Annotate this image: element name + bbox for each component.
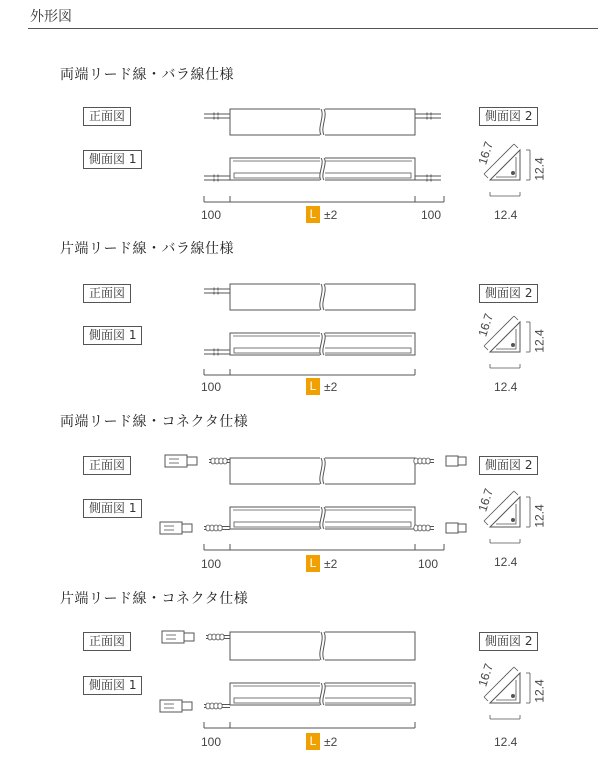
wire-twist: [223, 458, 227, 464]
side-view-1-label: 側面図 1: [83, 676, 142, 695]
front-view-label: 正面図: [83, 284, 131, 303]
wire-twist: [218, 525, 222, 531]
length-tolerance: ±2: [324, 557, 338, 571]
dimension-tick: [514, 144, 518, 148]
length-L-box: L: [306, 555, 320, 572]
profile-triangle: [490, 150, 520, 180]
dimension-tick: [484, 521, 488, 525]
connector-neck: [182, 524, 192, 532]
dim-diagonal: 16.7: [475, 486, 496, 514]
front-view-label: 正面図: [83, 107, 131, 126]
dimension-tick: [514, 667, 518, 671]
dimension-tick: [514, 491, 518, 495]
profile-triangle: [490, 322, 520, 352]
side-view-1-label: 側面図 1: [83, 326, 142, 345]
side-view-2-label: 側面図 2: [479, 107, 538, 126]
dim-width: 12.4: [494, 735, 518, 749]
dim-height: 12.4: [532, 329, 547, 353]
profile-dot: [511, 171, 515, 175]
front-view-label: 正面図: [83, 632, 131, 651]
section-title-both-ends-loose-wire: 両端リード線・バラ線仕様: [60, 67, 234, 83]
wire-twist: [426, 525, 430, 531]
dim-width: 12.4: [494, 555, 518, 569]
connector-plug: [160, 522, 182, 534]
profile-dot: [511, 694, 515, 698]
dim-left-lead: 100: [201, 380, 222, 394]
wire-twist: [218, 703, 222, 709]
profile-dot: [511, 518, 515, 522]
dim-right-lead: 100: [421, 208, 442, 222]
connector-plug: [446, 523, 458, 533]
profile-triangle: [490, 673, 520, 703]
connector-plug: [446, 456, 458, 466]
dim-diagonal: 16.7: [475, 139, 496, 167]
side-view-2-label: 側面図 2: [479, 284, 538, 303]
dim-left-lead: 100: [201, 208, 222, 222]
profile-dot: [511, 343, 515, 347]
length-L-box: L: [306, 206, 320, 223]
side-view-2-label: 側面図 2: [479, 632, 538, 651]
profile-triangle: [490, 497, 520, 527]
dim-height: 12.4: [532, 157, 547, 181]
connector-neck: [182, 702, 192, 710]
length-L-box: L: [306, 378, 320, 395]
dim-left-lead: 100: [201, 557, 222, 571]
connector-neck: [184, 633, 194, 641]
dim-height: 12.4: [532, 504, 547, 528]
dimension-tick: [484, 174, 488, 178]
dim-diagonal: 16.7: [475, 661, 496, 689]
dim-left-lead: 100: [201, 735, 222, 749]
connector-plug: [165, 455, 187, 467]
dim-right-lead: 100: [418, 557, 439, 571]
connector-neck: [187, 457, 197, 465]
section-title-both-ends-connector: 両端リード線・コネクタ仕様: [60, 414, 249, 430]
wire-twist: [220, 634, 224, 640]
dimension-tick: [514, 316, 518, 320]
length-L-box: L: [306, 733, 320, 750]
dim-diagonal: 16.7: [475, 311, 496, 339]
connector-plug: [162, 631, 184, 643]
side-view-1-label: 側面図 1: [83, 150, 142, 169]
section-title-one-end-connector: 片端リード線・コネクタ仕様: [60, 591, 249, 607]
side-view-1-label: 側面図 1: [83, 499, 142, 518]
length-tolerance: ±2: [324, 208, 338, 222]
front-view-label: 正面図: [83, 456, 131, 475]
side-view-2-label: 側面図 2: [479, 456, 538, 475]
connector-neck: [458, 457, 466, 465]
dim-width: 12.4: [494, 208, 518, 222]
dimension-tick: [484, 697, 488, 701]
length-tolerance: ±2: [324, 380, 338, 394]
section-title-one-end-loose-wire: 片端リード線・バラ線仕様: [60, 241, 234, 257]
length-tolerance: ±2: [324, 735, 338, 749]
dimension-tick: [484, 346, 488, 350]
page-title: 外形図: [30, 9, 72, 25]
dim-width: 12.4: [494, 380, 518, 394]
dim-height: 12.4: [532, 679, 547, 703]
connector-neck: [458, 524, 466, 532]
wire-twist: [426, 458, 430, 464]
connector-plug: [160, 700, 182, 712]
